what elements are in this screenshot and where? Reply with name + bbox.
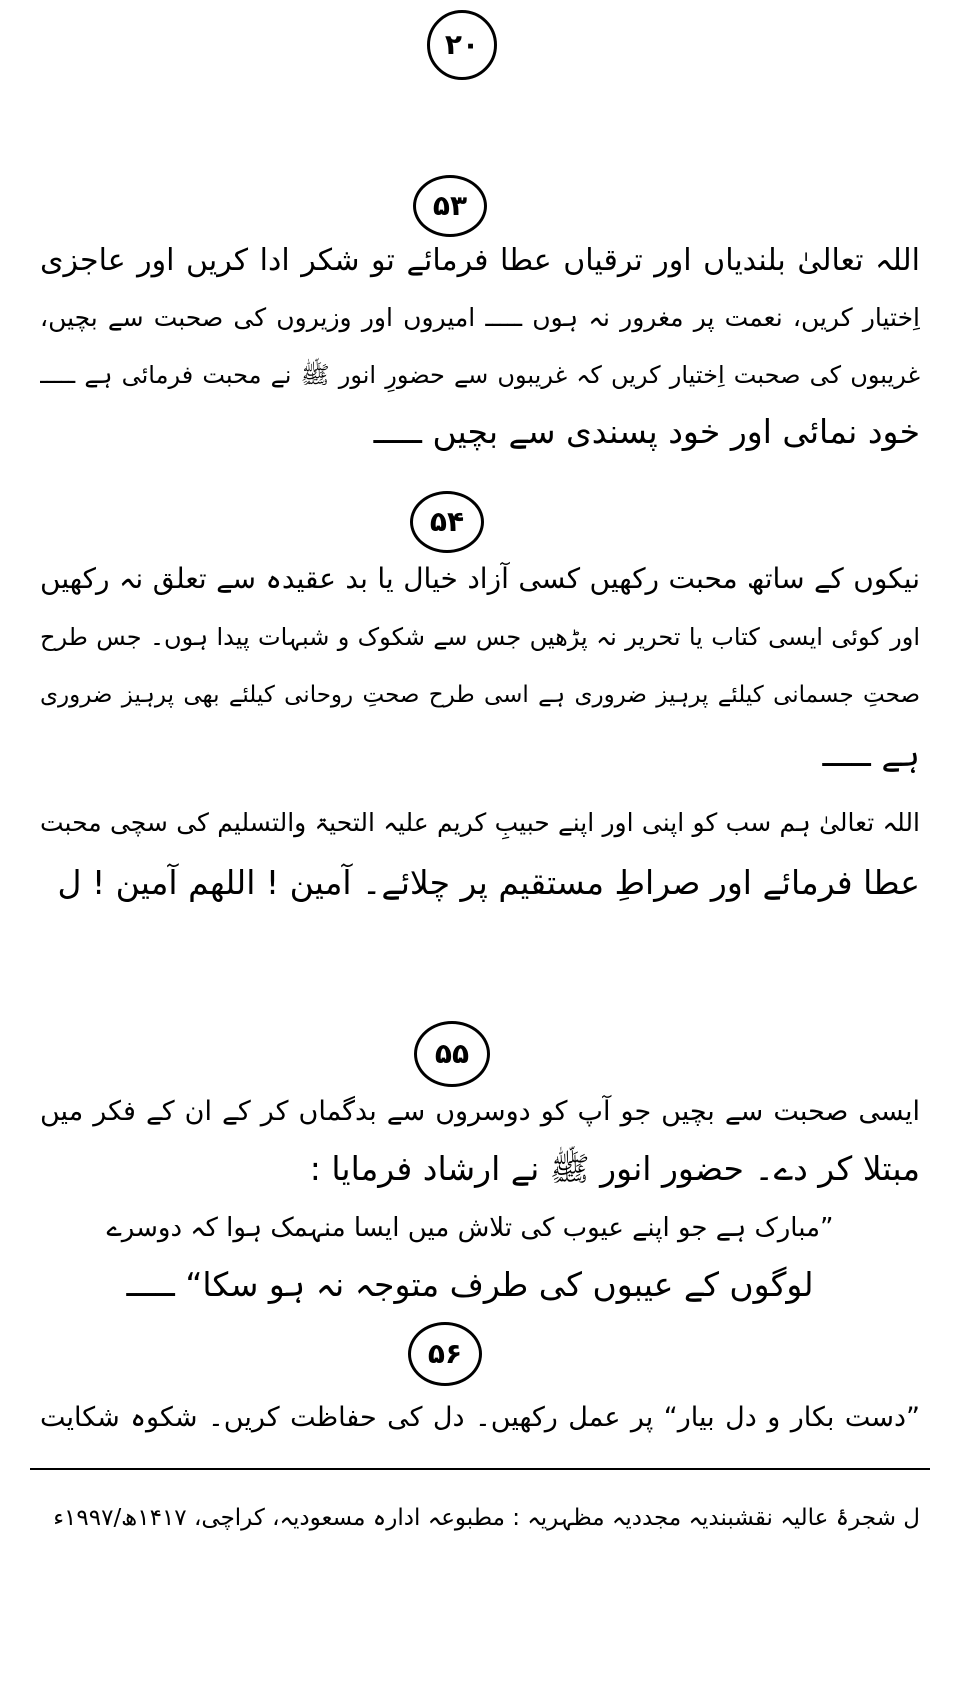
text-line: اور کوئی ایسی کتاب یا تحریر نہ پڑھیں جس سے شکوک و شبہات پیدا ہوں۔ جس طرح [40,623,920,651]
text-line: خود نمائی اور خود پسندی سے بچیں ـــــ [373,412,920,451]
section-number: ۵۴ [429,505,465,538]
text-line: عطا فرمائے اور صراطِ مستقیم پر چلائے۔ آمین ! اللھم آمین ! ل [57,863,920,902]
section-number-badge [413,175,487,237]
text-line: نیکوں کے ساتھ محبت رکھیں کسی آزاد خیال یا بد عقیدہ سے تعلق نہ رکھیں [40,562,920,595]
text-line: غریبوں کی صحبت اِختیار کریں کہ غریبوں سے حضورِ انور ﷺ نے محبت فرمائی ہے ـــــ [40,361,920,389]
section-number: ۵۶ [427,1337,463,1370]
footnote: ل شجرۂ عالیہ نقشبندیہ مجددیہ مظہریہ : مطبوعہ ادارہ مسعودیہ، کراچی، ۱۴۱۷ھ/۱۹۹۷ء [53,1505,920,1531]
section-number-badge [414,1021,490,1087]
section-number-badge [408,1322,482,1386]
section-number-badge [410,491,484,553]
section-number: ۵۵ [434,1037,470,1070]
text-line: ایسی صحبت سے بچیں جو آپ کو دوسروں سے بدگماں کر کے ان کے فکر میں [40,1096,920,1127]
section-number: ۵۳ [432,189,468,222]
text-line: صحتِ جسمانی کیلئے پرہیز ضروری ہے اسی طرح صحتِ روحانی کیلئے بھی پرہیز ضروری [40,682,920,708]
footnote-divider [30,1468,930,1470]
text-line: اللہ تعالیٰ ہم سب کو اپنی اور اپنے حبیبِ کریم علیہ التحیۃ والتسلیم کی سچی محبت [40,808,920,837]
text-line: اللہ تعالیٰ بلندیاں اور ترقیاں عطا فرمائے تو شکر ادا کریں اور عاجزی [40,243,920,278]
text-line: ہے ـــــ [822,735,920,774]
quote-line: ”مبارک ہے جو اپنے عیوب کی تلاش میں ایسا منہمک ہوا کہ دوسرے [106,1213,834,1243]
page-number: ۲۰ [444,28,480,61]
text-line: مبتلا کر دے۔ حضور انور ﷺ نے ارشاد فرمایا : [309,1149,920,1188]
text-line: اِختیار کریں، نعمت پر مغرور نہ ہوں ـــــ امیروں اور وزیروں کی صحبت سے بچیں، [40,303,920,332]
page-number-badge [427,10,497,80]
quote-line: لوگوں کے عیبوں کی طرف متوجہ نہ ہو سکا“ ـــــ [126,1265,814,1304]
text-line: ”دست بکار و دل بیار“ پر عمل رکھیں۔ دل کی حفاظت کریں۔ شکوہ شکایت [40,1402,920,1433]
